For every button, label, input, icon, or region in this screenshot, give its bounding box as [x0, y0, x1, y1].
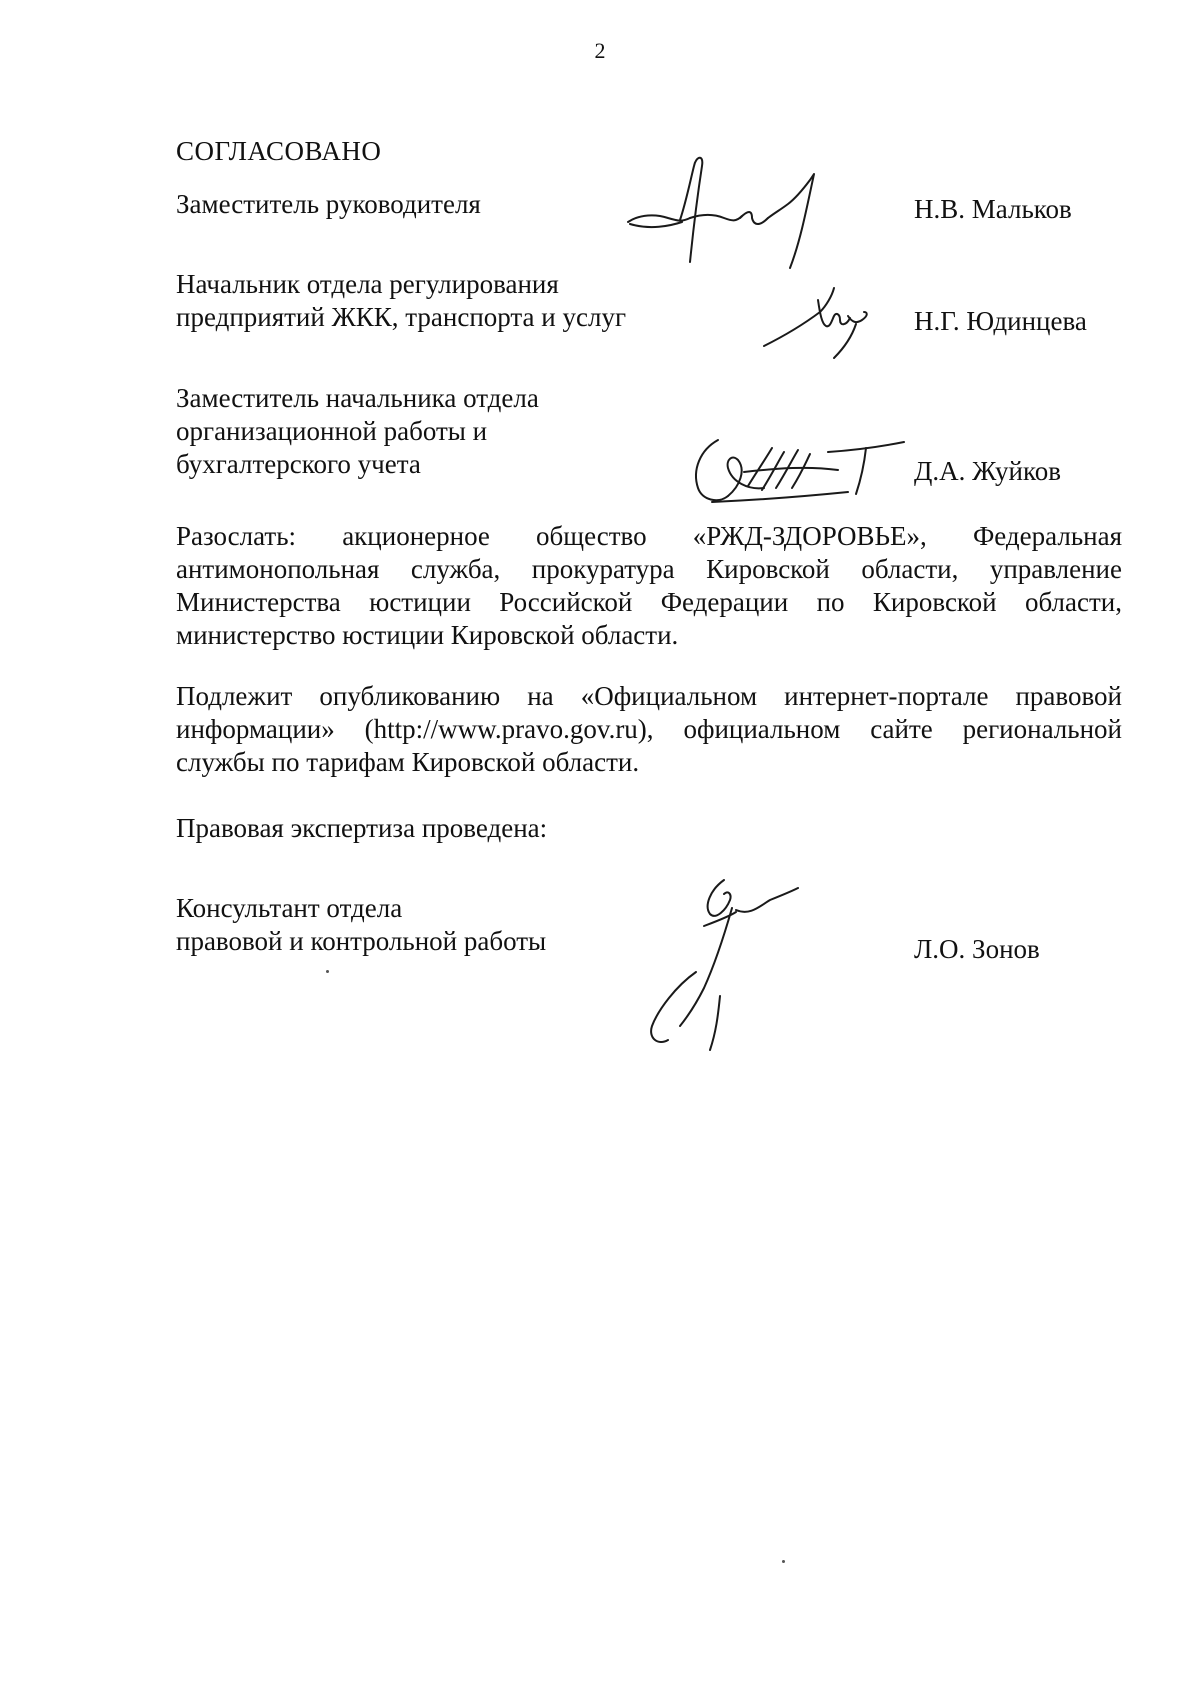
signature-yudintseva	[760, 272, 880, 372]
distribution-paragraph	[176, 520, 1122, 652]
position-line: бухгалтерского учета	[176, 449, 421, 479]
publication-paragraph	[176, 680, 1122, 779]
position-line: организационной работы и	[176, 416, 488, 446]
signature-zhuikov	[688, 430, 908, 520]
legal-review-note: Правовая экспертиза проведена:	[176, 813, 548, 843]
signer-name-2: Н.Г. Юдинцева	[914, 306, 1087, 336]
paragraph-line: Министерства юстиции Российской Федерации по Кировской области,	[176, 587, 1122, 617]
approval-heading: СОГЛАСОВАНО	[176, 136, 382, 166]
position-line: Консультант отдела	[176, 893, 403, 923]
signer-name-1: Н.В. Мальков	[914, 194, 1072, 224]
paragraph-line: службы по тарифам Кировской области.	[176, 747, 640, 777]
signer-name-3: Д.А. Жуйков	[914, 456, 1061, 486]
paragraph-line: информации» (http://www.pravo.gov.ru), официальном сайте региональной	[176, 714, 1122, 744]
position-line: правовой и контрольной работы	[176, 926, 547, 956]
approval-position-2	[176, 268, 626, 334]
paragraph-line: антимонопольная служба, прокуратура Кировской области, управление	[176, 554, 1122, 584]
position-line: Начальник отдела регулирования	[176, 269, 559, 299]
consultant-name: Л.О. Зонов	[914, 934, 1040, 964]
paragraph-line: Разослать: акционерное общество «РЖД-ЗДОРОВЬЕ», Федеральная	[176, 521, 1122, 551]
approval-position-1	[176, 188, 481, 221]
signature-zonov	[640, 876, 820, 1056]
consultant-position	[176, 892, 546, 958]
position-line: Заместитель начальника отдела	[176, 383, 539, 413]
scan-speck	[782, 1560, 785, 1563]
position-line: предприятий ЖКК, транспорта и услуг	[176, 302, 627, 332]
signature-malkov	[620, 152, 850, 272]
position-line: Заместитель руководителя	[176, 189, 481, 219]
page-number: 2	[594, 38, 606, 63]
scan-speck	[326, 970, 329, 973]
paragraph-line: Подлежит опубликованию на «Официальном интернет-портале правовой	[176, 681, 1122, 711]
paragraph-line: министерство юстиции Кировской области.	[176, 620, 679, 650]
approval-position-3	[176, 382, 539, 481]
